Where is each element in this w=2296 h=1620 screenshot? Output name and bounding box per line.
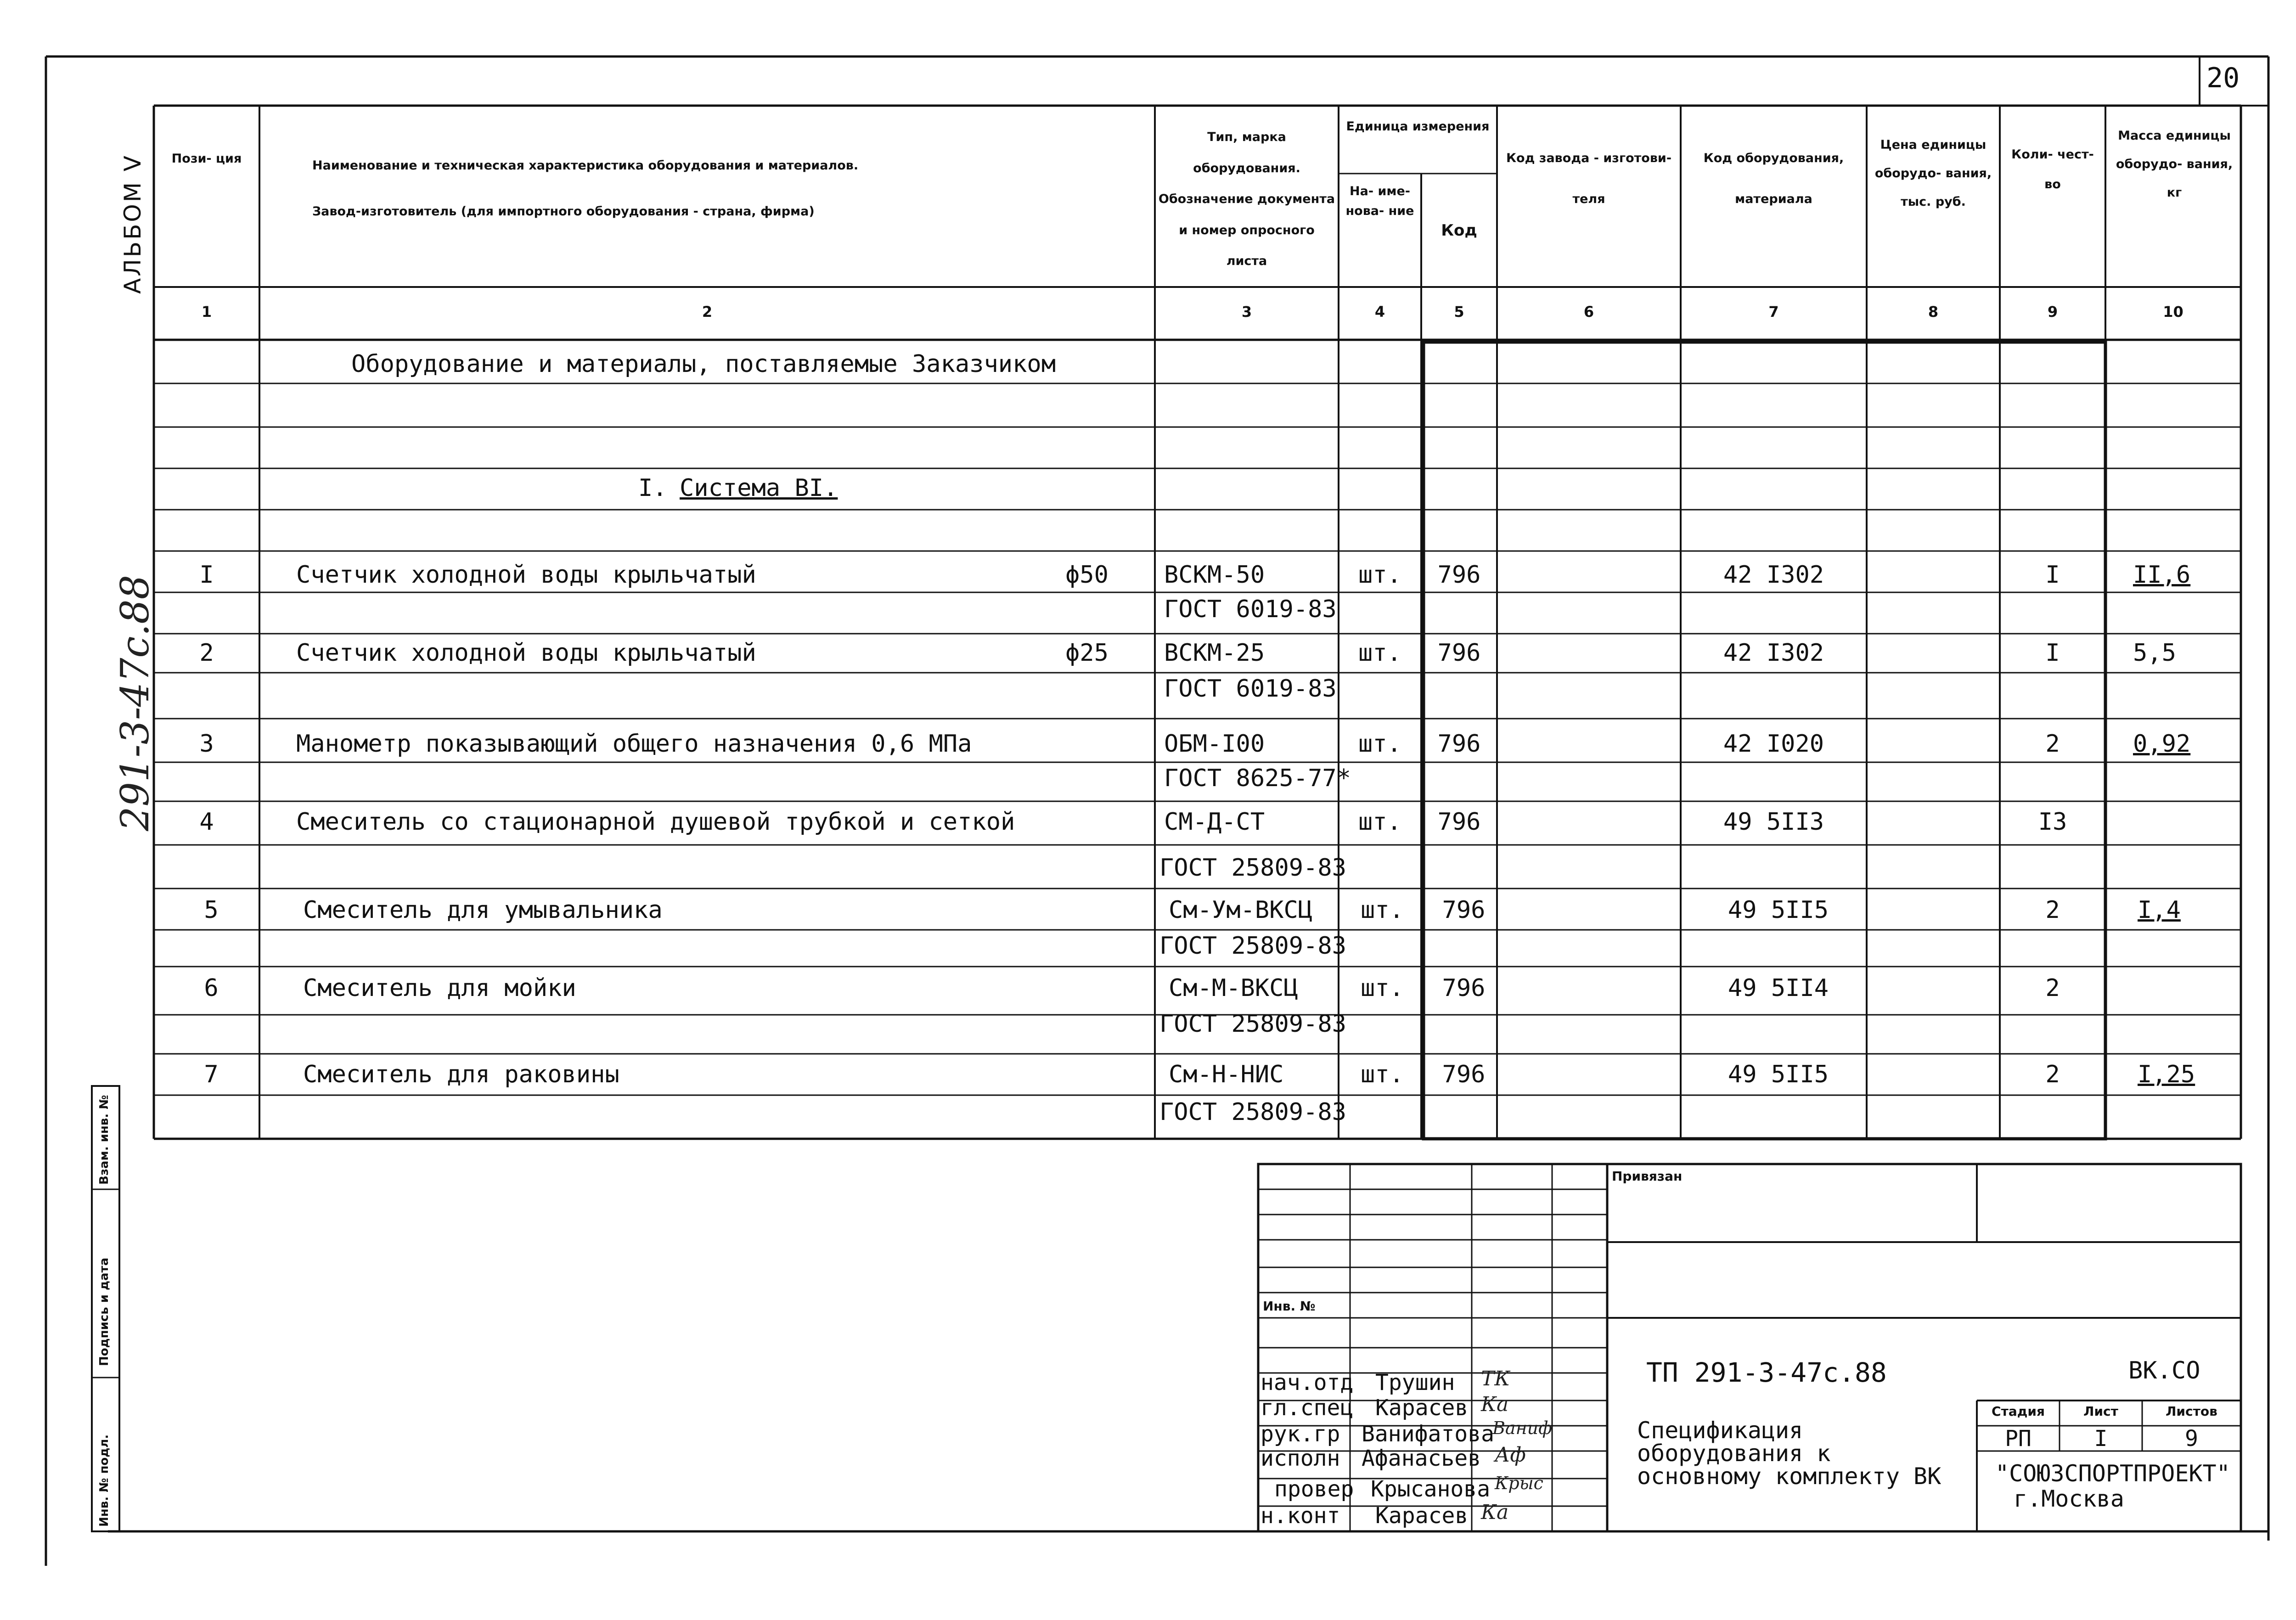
- header-factory-code: Код завода - изготови- теля: [1506, 151, 1672, 207]
- row-7-pos: 7: [204, 1061, 219, 1088]
- header-pos: Пози- ция: [171, 152, 242, 166]
- row-1-name: Счетчик холодной воды крыльчатый: [296, 561, 756, 589]
- header-price: Цена единицы оборудо- вания, тыс. руб.: [1874, 138, 1992, 209]
- col-num-8: 8: [1928, 303, 1939, 321]
- subsection-num: I.: [638, 474, 667, 502]
- person-3-signature: Ваниф: [1492, 1418, 1552, 1438]
- header-unit-code: Код: [1441, 221, 1477, 240]
- row-7-mass: I,25: [2138, 1061, 2195, 1088]
- vzam-inv-label: Взам. инв. №: [97, 1095, 111, 1185]
- doc-mark: ВК.СО: [2128, 1357, 2200, 1384]
- row-3-code: 796: [1437, 730, 1481, 758]
- person-5-name: Крысанова: [1371, 1476, 1491, 1502]
- row-3-qty: 2: [2045, 730, 2060, 758]
- person-3-name: Ванифатова: [1362, 1421, 1494, 1447]
- row-1-unit: шт.: [1358, 561, 1401, 589]
- header-unit-name: На- име- нова- ние: [1345, 184, 1414, 219]
- sign-date-label: Подпись и дата: [97, 1257, 111, 1366]
- row-7-equip: 49 5II5: [1728, 1061, 1829, 1088]
- row-3-equip: 42 I020: [1723, 730, 1824, 758]
- col-num-9: 9: [2047, 303, 2058, 321]
- row-1-mass: II,6: [2133, 561, 2191, 589]
- person-1-name: Трушин: [1375, 1370, 1455, 1395]
- row-1-pos: I: [199, 561, 214, 589]
- header-name-line1: Наименование и техническая характеристика оборудования и материалов.: [312, 158, 859, 173]
- sheet-value: I: [2094, 1426, 2108, 1451]
- row-5-type: См-Ум-ВКСЦ: [1169, 896, 1313, 924]
- person-5-role: провер: [1274, 1476, 1354, 1502]
- row-2-pos: 2: [199, 639, 214, 667]
- row-5-equip: 49 5II5: [1728, 896, 1829, 924]
- row-7-type: См-Н-НИС: [1169, 1061, 1284, 1088]
- doc-title: Спецификация оборудования к основному комплекту ВК: [1637, 1417, 1941, 1490]
- row-6-name: Смеситель для мойки: [303, 974, 576, 1002]
- inv-podl-label: Инв. № подл.: [97, 1434, 111, 1527]
- row-2-equip: 42 I302: [1723, 639, 1824, 667]
- row-4-type: СМ-Д-СТ: [1164, 808, 1265, 836]
- row-6-unit: шт.: [1361, 974, 1404, 1002]
- row-7-code: 796: [1442, 1061, 1486, 1088]
- sheet-number: 20: [2206, 62, 2240, 94]
- row-3-type: ОБМ-I00: [1164, 730, 1265, 758]
- sheet-header: Лист: [2083, 1404, 2118, 1419]
- row-7-gost: ГОСТ 25809-83: [1159, 1098, 1346, 1126]
- row-5-pos: 5: [204, 896, 219, 924]
- col-num-10: 10: [2163, 303, 2183, 321]
- person-4-role: исполн: [1261, 1446, 1340, 1471]
- row-2-type: ВСКМ-25: [1164, 639, 1265, 667]
- row-4-pos: 4: [199, 808, 214, 836]
- row-4-qty: I3: [2038, 808, 2067, 836]
- row-2-unit: шт.: [1358, 639, 1401, 667]
- sheets-value: 9: [2185, 1426, 2198, 1451]
- row-5-qty: 2: [2045, 896, 2060, 924]
- sheets-header: Листов: [2166, 1404, 2217, 1419]
- row-3-unit: шт.: [1358, 730, 1401, 758]
- row-6-code: 796: [1442, 974, 1486, 1002]
- row-4-name: Смеситель со стационарной душевой трубкой и сеткой: [296, 808, 1015, 836]
- header-mass: Масса единицы оборудо- вания, кг: [2116, 129, 2233, 200]
- row-2-name: Счетчик холодной воды крыльчатый: [296, 639, 756, 667]
- row-3-pos: 3: [199, 730, 214, 758]
- person-5-signature: Крыс: [1495, 1473, 1543, 1493]
- col-num-1: 1: [201, 303, 212, 321]
- row-5-gost: ГОСТ 25809-83: [1159, 932, 1346, 960]
- row-3-gost: ГОСТ 8625-77*: [1164, 765, 1351, 792]
- person-6-signature: Ка: [1481, 1501, 1509, 1524]
- header-qty: Коли- чест- во: [2011, 147, 2094, 191]
- header-type: Тип, марка оборудования. Обозначение документа и номер опросного листа: [1158, 130, 1335, 268]
- row-4-equip: 49 5II3: [1723, 808, 1824, 836]
- col-num-5: 5: [1454, 303, 1464, 321]
- org-city: г.Москва: [2014, 1485, 2124, 1512]
- subsection-title: Система BI.: [680, 474, 838, 502]
- stage-header: Стадия: [1992, 1404, 2045, 1419]
- col-num-2: 2: [702, 303, 713, 321]
- col-num-4: 4: [1374, 303, 1385, 321]
- col-num-7: 7: [1768, 303, 1779, 321]
- person-6-name: Карасев: [1375, 1503, 1469, 1529]
- row-1-qty: I: [2045, 561, 2060, 589]
- col-num-6: 6: [1583, 303, 1594, 321]
- person-1-signature: ТК: [1481, 1367, 1510, 1390]
- row-7-unit: шт.: [1361, 1061, 1404, 1088]
- project-side-label: 291-3-47с.88: [113, 574, 158, 831]
- section-title: Оборудование и материалы, поставляемые Заказчиком: [351, 350, 1056, 378]
- header-name-line2: Завод-изготовитель (для импортного оборудования - страна, фирма): [312, 204, 815, 219]
- org-name: "СОЮЗСПОРТПРОЕКТ": [1995, 1460, 2230, 1487]
- row-4-unit: шт.: [1358, 808, 1401, 836]
- row-5-mass: I,4: [2138, 896, 2181, 924]
- person-2-role: гл.спец: [1261, 1395, 1354, 1421]
- row-4-gost: ГОСТ 25809-83: [1159, 854, 1346, 882]
- row-2-qty: I: [2045, 639, 2060, 667]
- row-1-code: 796: [1437, 561, 1481, 589]
- row-1-type: ВСКМ-50: [1164, 561, 1265, 589]
- col-num-3: 3: [1241, 303, 1252, 321]
- row-5-unit: шт.: [1361, 896, 1404, 924]
- privyazan-label: Привязан: [1612, 1169, 1683, 1184]
- row-2-gost: ГОСТ 6019-83: [1164, 675, 1337, 703]
- row-3-mass: 0,92: [2133, 730, 2191, 758]
- row-6-qty: 2: [2045, 974, 2060, 1002]
- row-6-equip: 49 5II4: [1728, 974, 1829, 1002]
- row-6-pos: 6: [204, 974, 219, 1002]
- row-2-dia: ϕ25: [1065, 639, 1109, 667]
- person-1-role: нач.отд: [1261, 1370, 1354, 1395]
- row-3-name: Манометр показывающий общего назначения 0,6 МПа: [296, 730, 972, 758]
- person-4-signature: Аф: [1495, 1443, 1526, 1467]
- row-7-name: Смеситель для раковины: [303, 1061, 619, 1088]
- row-1-dia: ϕ50: [1065, 561, 1109, 589]
- header-equip-code: Код оборудования, материала: [1703, 151, 1844, 207]
- doc-code: ТП 291-3-47с.88: [1646, 1357, 1887, 1388]
- row-2-code: 796: [1437, 639, 1481, 667]
- inv-label: Инв. №: [1263, 1299, 1316, 1314]
- row-6-gost: ГОСТ 25809-83: [1159, 1010, 1346, 1038]
- row-7-qty: 2: [2045, 1061, 2060, 1088]
- person-2-name: Карасев: [1375, 1395, 1469, 1421]
- album-label: АЛЬБОМ V: [119, 154, 146, 294]
- row-5-name: Смеситель для умывальника: [303, 896, 663, 924]
- row-5-code: 796: [1442, 896, 1486, 924]
- row-2-mass: 5,5: [2133, 639, 2176, 667]
- row-1-equip: 42 I302: [1723, 561, 1824, 589]
- person-6-role: н.конт: [1261, 1503, 1340, 1529]
- header-unit: Единица измерения: [1346, 119, 1490, 134]
- row-1-gost: ГОСТ 6019-83: [1164, 596, 1337, 623]
- person-4-name: Афанасьев: [1362, 1446, 1481, 1471]
- person-3-role: рук.гр: [1261, 1421, 1340, 1447]
- row-6-type: См-М-ВКСЦ: [1169, 974, 1298, 1002]
- row-4-code: 796: [1437, 808, 1481, 836]
- stage-value: РП: [2005, 1426, 2032, 1451]
- person-2-signature: Ка: [1481, 1393, 1509, 1416]
